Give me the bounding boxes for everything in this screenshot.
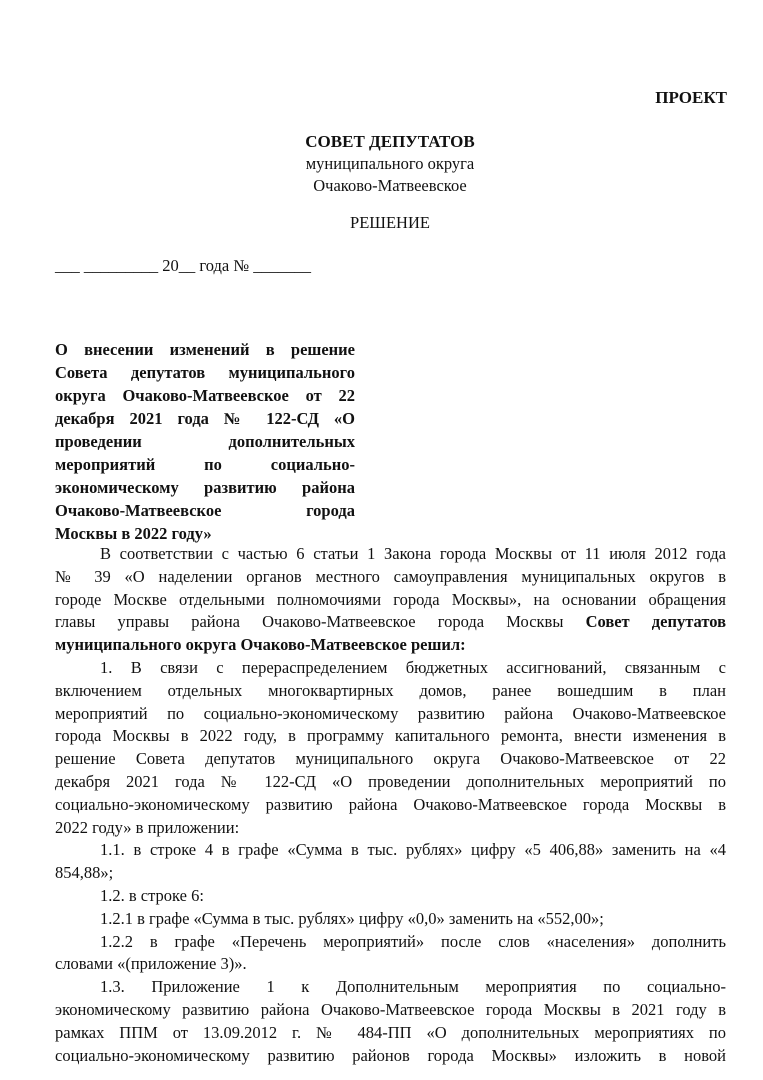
body-line: № 39 «О наделении органов местного самоуправления муниципальных округов в <box>55 566 726 586</box>
clause-1-line: социально-экономическому развитию района Очаково-Матвеевское города Москвы в <box>55 794 726 814</box>
council-subtitle-1: муниципального округа <box>305 154 475 173</box>
body-line <box>55 611 726 634</box>
clause-1-2-line: 1.2. в строке 6: <box>100 885 204 905</box>
clause-1-line: города Москвы в 2022 году, в программу капитального ремонта, внести изменения в <box>55 726 726 746</box>
body-bold-text: Совет депутатов <box>585 612 726 632</box>
clause-1-line: 2022 году» в приложении: <box>55 817 240 837</box>
clause-1-line: мероприятий по социально-экономическому развитию района Очаково-Матвеевское <box>55 703 726 723</box>
clause-1-line: декабря 2021 года № 122-СД «О проведении дополнительных мероприятий по <box>55 771 726 791</box>
body-line: городе Москве отдельными полномочиями города Москвы», на основании обращения <box>55 589 726 609</box>
decision-body <box>55 543 726 1067</box>
clause-1-1-line: 1.1. в строке 4 в графе «Сумма в тыс. рублях» цифру «5 406,88» заменить на «4 <box>100 840 726 860</box>
decision-heading: РЕШЕНИЕ <box>350 213 430 232</box>
subject-line: Москвы в 2022 году» <box>55 524 212 543</box>
subject-line: округа Очаково-Матвеевское от 22 <box>55 386 355 405</box>
body-line: В соответствии с частью 6 статьи 1 Закона города Москвы от 11 июля 2012 года <box>100 544 726 563</box>
clause-1-3-line: 1.3. Приложение 1 к Дополнительным мероприятия по социально- <box>100 977 726 997</box>
project-stamp: ПРОЕКТ <box>655 88 727 107</box>
clause-1-line: 1. В связи с перераспределением бюджетных ассигнований, связанным с <box>100 657 726 677</box>
subject-line: Совета депутатов муниципального <box>55 363 355 382</box>
clause-1-3-line: экономическому развитию района Очаково-Матвеевское города Москвы в 2021 году в <box>55 999 726 1019</box>
clause-1-2-1-line: 1.2.1 в графе «Сумма в тыс. рублях» цифру «0,0» заменить на «552,00»; <box>100 908 604 928</box>
subject-line: декабря 2021 года № 122-СД «О <box>55 409 355 428</box>
council-subtitle-2: Очаково-Матвеевское <box>313 176 467 195</box>
clause-1-1-line: 854,88»; <box>55 863 114 883</box>
council-title: СОВЕТ ДЕПУТАТОВ <box>305 132 475 151</box>
body-line: муниципального округа Очаково-Матвеевское решил: <box>55 635 466 655</box>
date-number-line: ___ _________ 20__ года № _______ <box>55 256 311 275</box>
body-text: главы управы района Очаково-Матвеевское города Москвы <box>55 612 586 632</box>
decision-subject <box>55 338 355 545</box>
clause-1-3-line: рамках ППМ от 13.09.2012 г. № 484-ПП «О дополнительных мероприятиях по <box>55 1022 726 1042</box>
clause-1-2-2-line: словами «(приложение 3)». <box>55 954 247 974</box>
subject-line: мероприятий по социально- <box>55 455 355 474</box>
subject-line: Очаково-Матвеевское города <box>55 501 355 520</box>
clause-1-line: решение Совета депутатов муниципального округа Очаково-Матвеевское от 22 <box>55 749 726 769</box>
council-header <box>170 131 610 197</box>
clause-1-3-line: социально-экономическому развитию районов города Москвы» изложить в новой <box>55 1045 726 1065</box>
clause-1-line: включением отдельных многоквартирных домов, ранее вошедшим в план <box>55 680 726 700</box>
subject-line: проведении дополнительных <box>55 432 355 451</box>
subject-line: О внесении изменений в решение <box>55 340 355 359</box>
clause-1-2-2-line: 1.2.2 в графе «Перечень мероприятий» после слов «населения» дополнить <box>100 931 726 951</box>
subject-line: экономическому развитию района <box>55 478 355 497</box>
